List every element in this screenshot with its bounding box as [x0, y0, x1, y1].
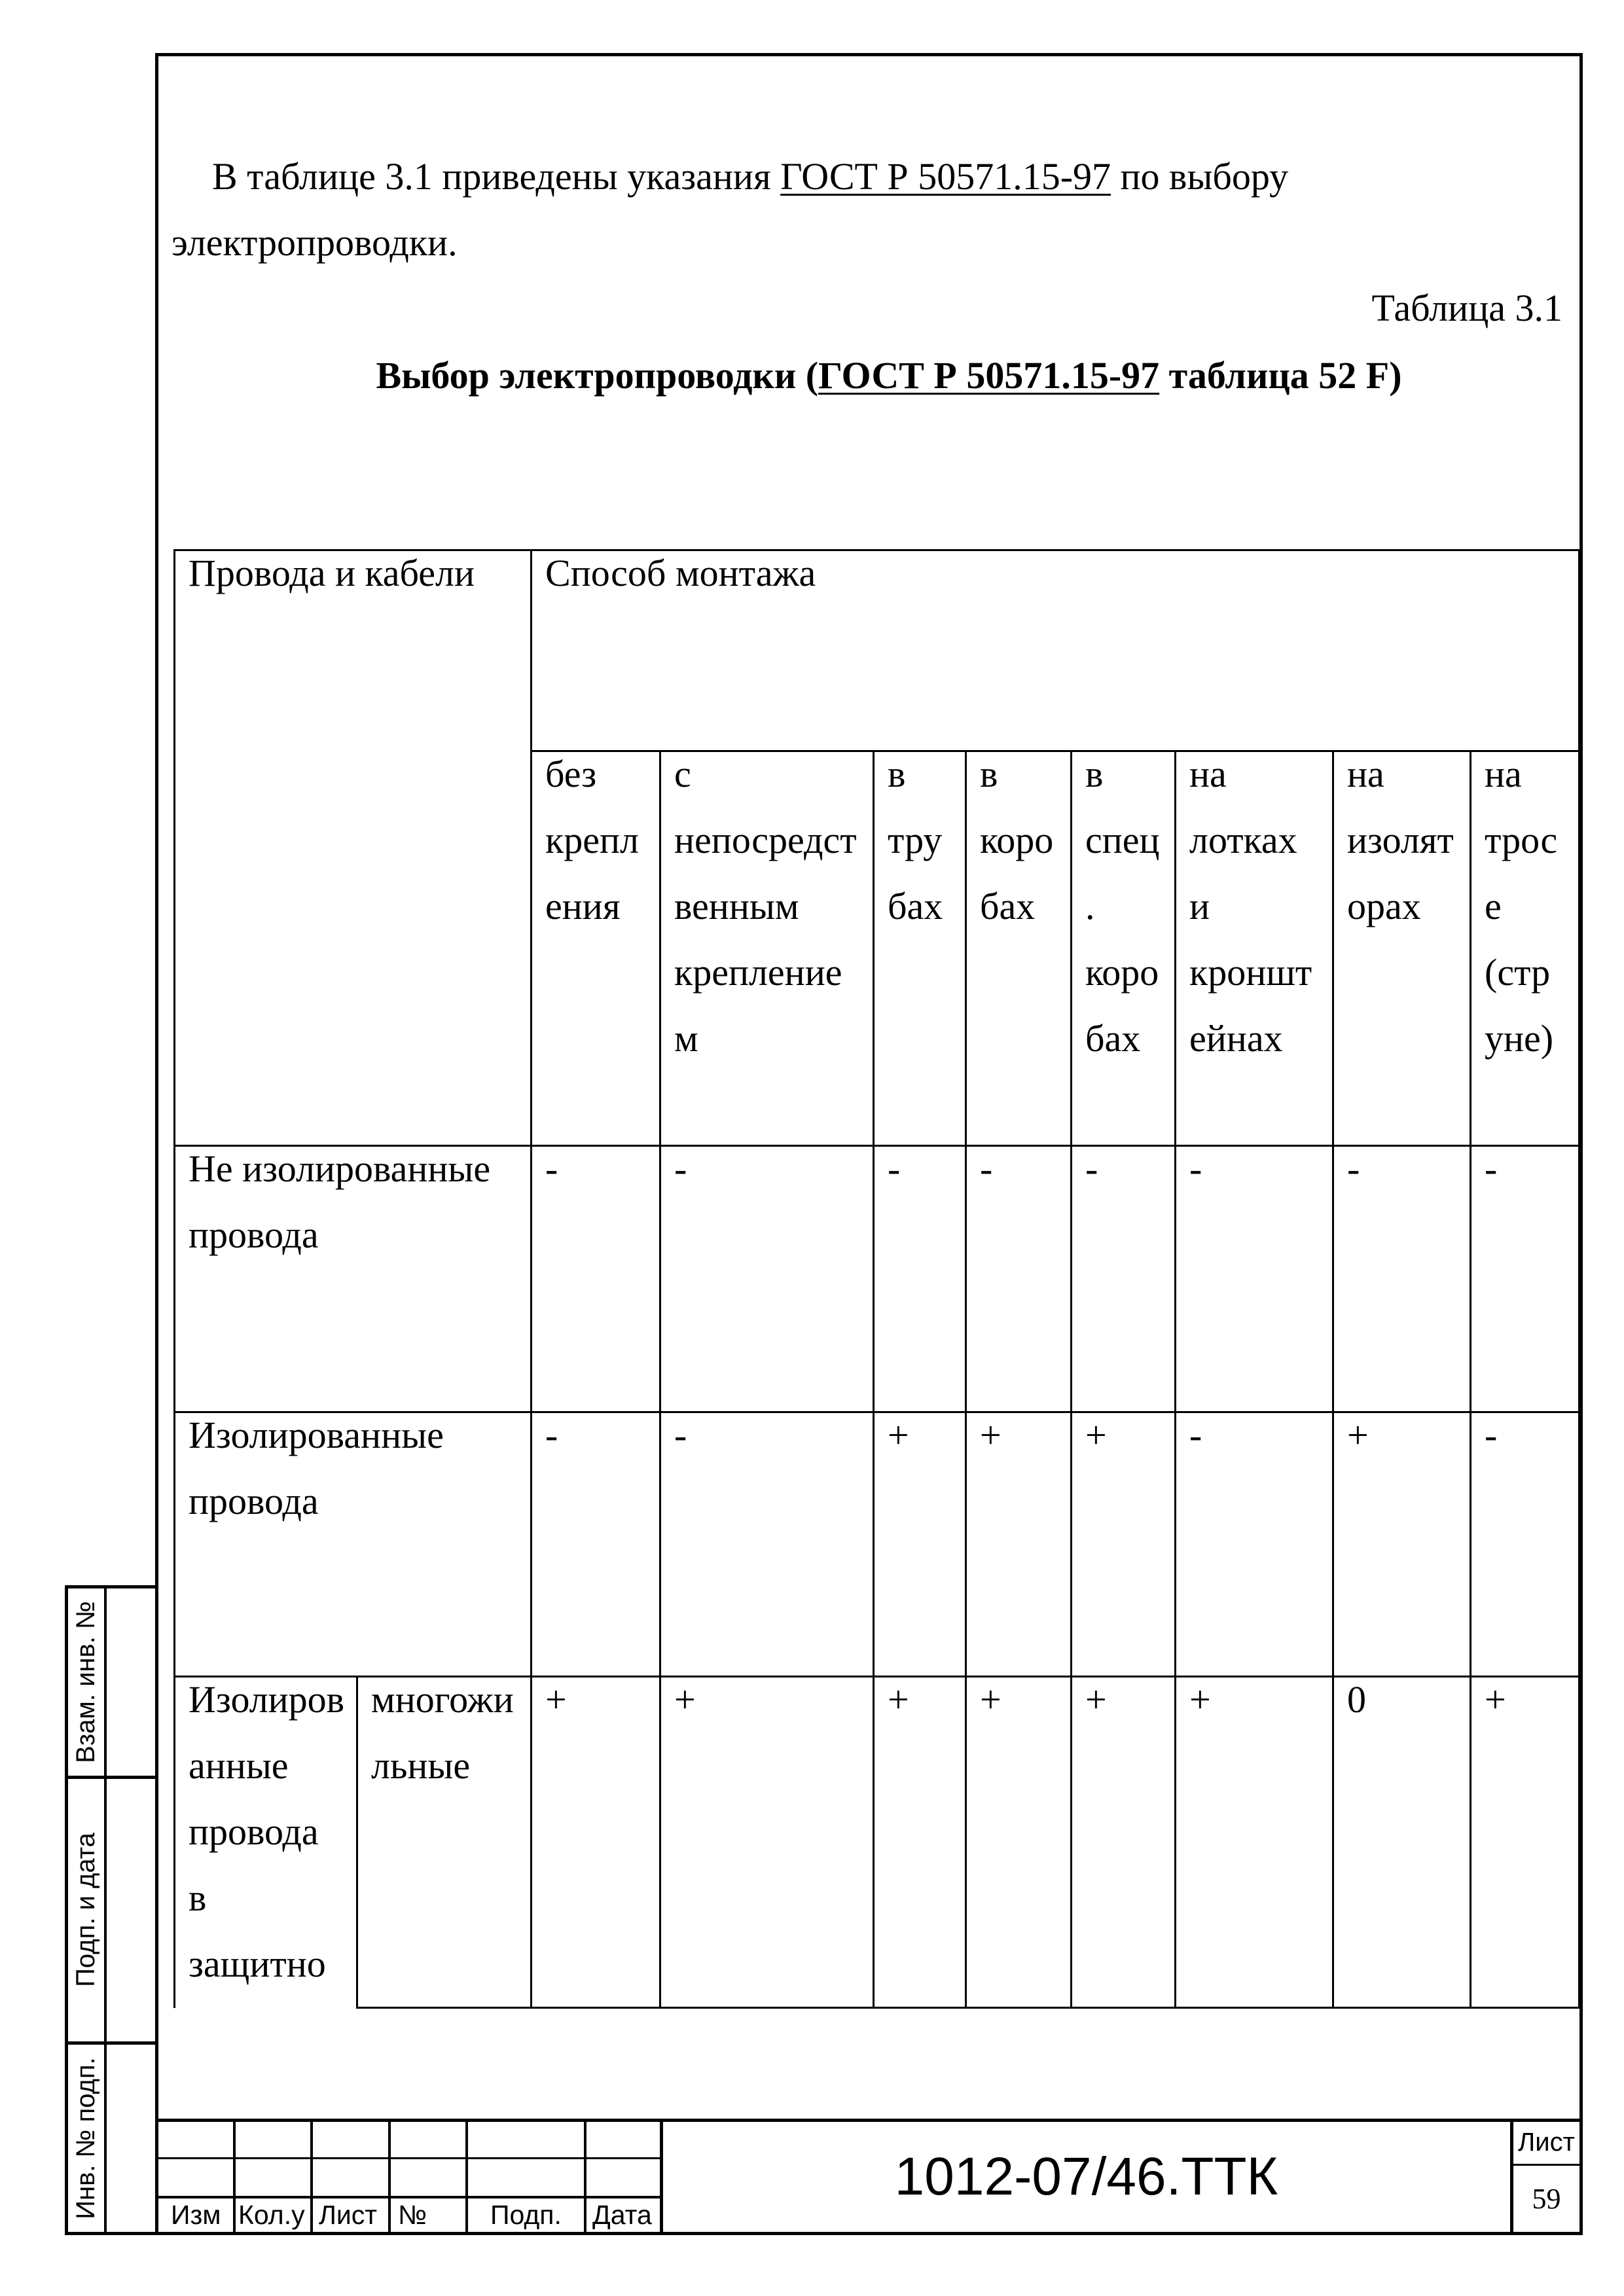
title-block-row-line	[156, 2157, 661, 2159]
table-number-label: Таблица 3.1	[1371, 287, 1562, 329]
title-block-label-number: №	[398, 2200, 427, 2230]
table-cell	[1072, 1677, 1176, 2008]
table-cell	[1471, 1146, 1579, 1412]
sheet-label: Лист	[1518, 2128, 1575, 2157]
cell-value: -	[1485, 1147, 1498, 1190]
cell-value: +	[1347, 1414, 1369, 1456]
title-block-label-date: Дата	[592, 2200, 652, 2230]
cell-value: +	[888, 1678, 909, 1721]
row-sublabel-cell	[357, 1677, 532, 2008]
column-header-on-trays-brackets: на лотках и кроншт ейнах	[1189, 753, 1312, 1060]
column-header-cell	[1471, 751, 1579, 1146]
table-cell	[660, 1146, 874, 1412]
table-cell	[1333, 1146, 1471, 1412]
table-row	[175, 1412, 1579, 1677]
table-row	[175, 1677, 1579, 2008]
table-cell	[874, 1146, 966, 1412]
table-cell	[966, 1412, 1072, 1677]
table-cell	[966, 1146, 1072, 1412]
cell-value: -	[674, 1147, 687, 1190]
intro-text-after: по выбору	[1111, 155, 1289, 198]
table-title-before: Выбор электропроводки (	[376, 354, 819, 397]
table-cell	[1471, 1677, 1579, 2008]
column-header-cell	[1072, 751, 1176, 1146]
stamp-outer-left-line	[65, 1585, 68, 2235]
table-title-after: таблица 52 F)	[1159, 354, 1402, 397]
row-label-insulated-wires: Изолированные провода	[189, 1414, 444, 1522]
table-cell	[874, 1412, 966, 1677]
intro-gost-reference-link[interactable]: ГОСТ Р 50571.15-97	[780, 155, 1111, 198]
table-cell	[1176, 1677, 1333, 2008]
intro-line-2: электропроводки.	[171, 221, 458, 264]
stamp-divider-line	[65, 1776, 158, 1779]
table-cell	[1072, 1146, 1176, 1412]
stamp-label-divider-line	[104, 1585, 107, 2235]
column-header-on-cable-string: на трос е (стр уне)	[1485, 753, 1558, 1060]
wiring-selection-table	[173, 549, 1580, 2009]
table-cell	[660, 1677, 874, 2008]
document-code: 1012-07/46.ТТК	[894, 2146, 1278, 2206]
row-label-cell	[175, 1677, 357, 2008]
cell-value: -	[1347, 1147, 1360, 1190]
intro-text-before: В таблице 3.1 приведены указания	[212, 155, 781, 198]
row-label-bare-wires: Не изолированные провода	[189, 1147, 491, 1256]
sheet-number: 59	[1532, 2182, 1561, 2215]
cell-value: +	[1485, 1678, 1506, 1721]
cell-value: -	[1189, 1414, 1202, 1456]
cell-value: -	[888, 1147, 901, 1190]
sheet-label-cell	[1511, 2120, 1581, 2164]
cell-value: +	[980, 1678, 1001, 1721]
mounting-method-header-text: Способ монтажа	[545, 552, 816, 594]
cell-value: +	[1085, 1678, 1107, 1721]
corner-header-text: Провода и кабели	[189, 552, 475, 594]
stamp-bottom-line	[65, 2232, 158, 2235]
row-label-protected-insulated-wires: Изолиров анные провода в защитно	[189, 1678, 345, 1985]
column-header-in-pipes: в тру бах	[888, 753, 943, 927]
title-block-column-line	[465, 2120, 468, 2234]
cell-value: +	[980, 1414, 1001, 1456]
column-header-on-insulators: на изолят орах	[1347, 753, 1454, 927]
table-title-gost-reference-link[interactable]: ГОСТ Р 50571.15-97	[818, 354, 1160, 397]
table-title	[173, 342, 1604, 408]
corner-header-cell	[175, 550, 532, 1146]
cell-value: -	[545, 1147, 558, 1190]
column-header-cell	[1333, 751, 1471, 1146]
table-row	[175, 1146, 1579, 1412]
table-cell	[874, 1677, 966, 2008]
column-header-cell	[1176, 751, 1333, 1146]
column-header-direct-fastening: с непосредст венным крепление м	[674, 753, 857, 1060]
cell-value: +	[888, 1414, 909, 1456]
sheet-number-cell	[1511, 2164, 1581, 2233]
title-block-label-signature: Подп.	[490, 2200, 562, 2230]
cell-value: +	[1085, 1414, 1107, 1456]
cell-value: +	[674, 1678, 696, 1721]
title-block-label-count: Кол.у	[238, 2200, 305, 2230]
cell-value: -	[545, 1414, 558, 1456]
column-header-cell	[532, 751, 660, 1146]
table-cell	[1072, 1412, 1176, 1677]
table-cell	[1176, 1146, 1333, 1412]
cell-value: +	[545, 1678, 567, 1721]
column-header-in-boxes: в коро бах	[980, 753, 1054, 927]
stamp-top-line	[65, 1585, 158, 1588]
table-cell	[1471, 1412, 1579, 1677]
title-block-column-line	[584, 2120, 586, 2234]
table-header-row	[175, 550, 1579, 751]
mounting-method-header-cell	[532, 550, 1579, 751]
title-block-label-sheet: Лист	[319, 2200, 378, 2230]
table-cell	[532, 1146, 660, 1412]
row-sublabel-multicore: многожи льные	[371, 1678, 514, 1787]
column-header-no-fastening: без крепл ения	[545, 753, 639, 927]
table-cell	[966, 1677, 1072, 2008]
cell-value: -	[1085, 1147, 1098, 1190]
cell-value: 0	[1347, 1678, 1367, 1721]
cell-value: -	[1189, 1147, 1202, 1190]
table-cell	[660, 1412, 874, 1677]
intro-line-1	[212, 143, 1288, 209]
stamp-original-inv-label: Инв. № подп.	[71, 2057, 100, 2219]
column-header-cell	[966, 751, 1072, 1146]
title-block-label-change: Изм	[171, 2200, 221, 2230]
column-header-in-special-boxes: в спец . коро бах	[1085, 753, 1160, 1060]
document-code-cell	[661, 2120, 1511, 2233]
table-cell	[532, 1412, 660, 1677]
title-block-column-line	[388, 2120, 391, 2234]
row-label-cell	[175, 1146, 532, 1412]
stamp-divider-line	[65, 2041, 158, 2045]
table-cell	[1333, 1677, 1471, 2008]
stamp-signature-date-label: Подп. и дата	[71, 1833, 100, 1987]
row-label-cell	[175, 1412, 532, 1677]
table-cell	[532, 1677, 660, 2008]
cell-value: +	[1189, 1678, 1211, 1721]
title-block-column-line	[310, 2120, 313, 2234]
title-block-column-line	[233, 2120, 236, 2234]
table-cell	[1176, 1412, 1333, 1677]
stamp-replacement-inv-label: Взам. инв. №	[71, 1601, 100, 1763]
column-header-cell	[660, 751, 874, 1146]
cell-value: -	[980, 1147, 993, 1190]
cell-value: -	[1485, 1414, 1498, 1456]
column-header-cell	[874, 751, 966, 1146]
cell-value: -	[674, 1414, 687, 1456]
table-cell	[1333, 1412, 1471, 1677]
